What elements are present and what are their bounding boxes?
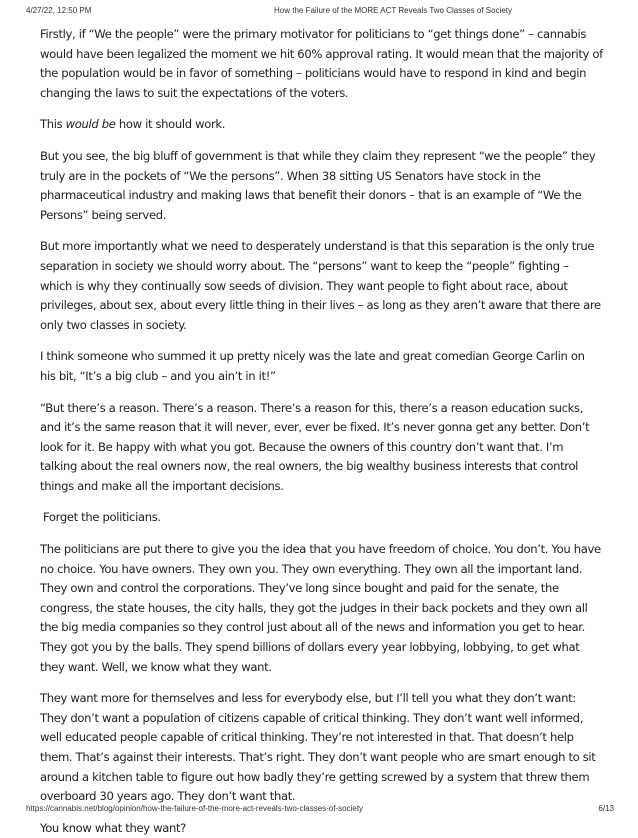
print-footer xyxy=(26,804,614,816)
print-page-title: How the Failure of the MORE ACT Reveals Two Classes of Society xyxy=(274,6,513,15)
paragraph-separation: But more importantly what we need to desperately understand is that this separation is the only true separation in society we should worry about. The “persons” want to keep the “people” fighting – which is why they continually sow seeds of division. They want people to fight about race, about privileges, about sex, about every little thing in their lives – as long as they aren’t aware that there are only two classes in society. xyxy=(40,239,601,332)
page-number: 6/13 xyxy=(598,804,614,813)
print-datetime: 4/27/22, 12:50 PM xyxy=(26,6,92,15)
print-header xyxy=(26,6,614,18)
paragraph-text: This xyxy=(40,117,66,132)
paragraph-politicians-motivation: Firstly, if “We the people” were the primary motivator for politicians to “get things done” – cannabis would have been legalized the moment we hit 60% approval rating. It would mean that the majority of the population would be in favor of something – politicians would have to respond in kind and begin changing the laws to suit the expectations of the voters. xyxy=(40,27,603,100)
paragraph-how-it-should-work xyxy=(40,115,603,135)
paragraph-text: how it should work. xyxy=(115,117,226,132)
quote-paragraph-what-they-want: You know what they want? xyxy=(40,820,186,835)
paragraph-big-bluff: But you see, the big bluff of government is that while they claim they represent “we the people” they truly are in the pockets of “We the persons”. When 38 sitting US Senators have stock in the pharmaceutical industry and making laws that benefit their donors – that is an example of “We the Persons” being served. xyxy=(40,148,596,222)
emphasis-text: would be xyxy=(65,117,116,132)
print-url: https://cannabis.net/blog/opinion/how-the-failure-of-the-more-act-reveals-two-classes-of-society xyxy=(26,804,364,813)
quote-paragraph-reason: “But there’s a reason. There’s a reason. There’s a reason for this, there’s a reason education sucks, and it’s the same reason that it will never, ever, ever be fixed. It’s never gonna get any better. Don’t look for it. Be happy with what you got. Because the owners of this country don’t want that. I’m talking about the real owners now, the real owners, the big wealthy business interests that control things and make all the important decisions. xyxy=(40,400,590,493)
article-body xyxy=(40,25,603,838)
quote-paragraph-owners: The politicians are put there to give you the idea that you have freedom of choice. You don’t. You have no choice. You have owners. They own you. They own everything. They own all the important land. They own and control the corporations. They’ve long since bought and paid for the senate, the congress, the state houses, the city halls, they got the judges in their back pockets and they own all the big media companies so they control just about all of the news and information you get to hear. They got you by the balls. They spend billions of dollars every year lobbying, lobbying, to get what they want. Well, we know what they want. xyxy=(40,542,601,674)
paragraph-george-carlin: I think someone who summed it up pretty nicely was the late and great comedian George Carlin on his bit, “It’s a big club – and you ain’t in it!” xyxy=(40,349,585,383)
quote-paragraph-critical-thinking: They want more for themselves and less for everybody else, but I’ll tell you what they don’t want: They don’t want a population of citizens capable of critical thinking. They don’t want well informed, well educated people capable of critical thinking. They’re not interested in that. That doesn’t help them. That’s against their interests. That’s right. They don’t want people who are smart enough to sit around a kitchen table to figure out how badly they’re getting screwed by a system that threw them overboard 30 years ago. They don’t want that. xyxy=(40,691,596,804)
quote-paragraph-forget-politicians: Forget the politicians. xyxy=(43,510,161,525)
